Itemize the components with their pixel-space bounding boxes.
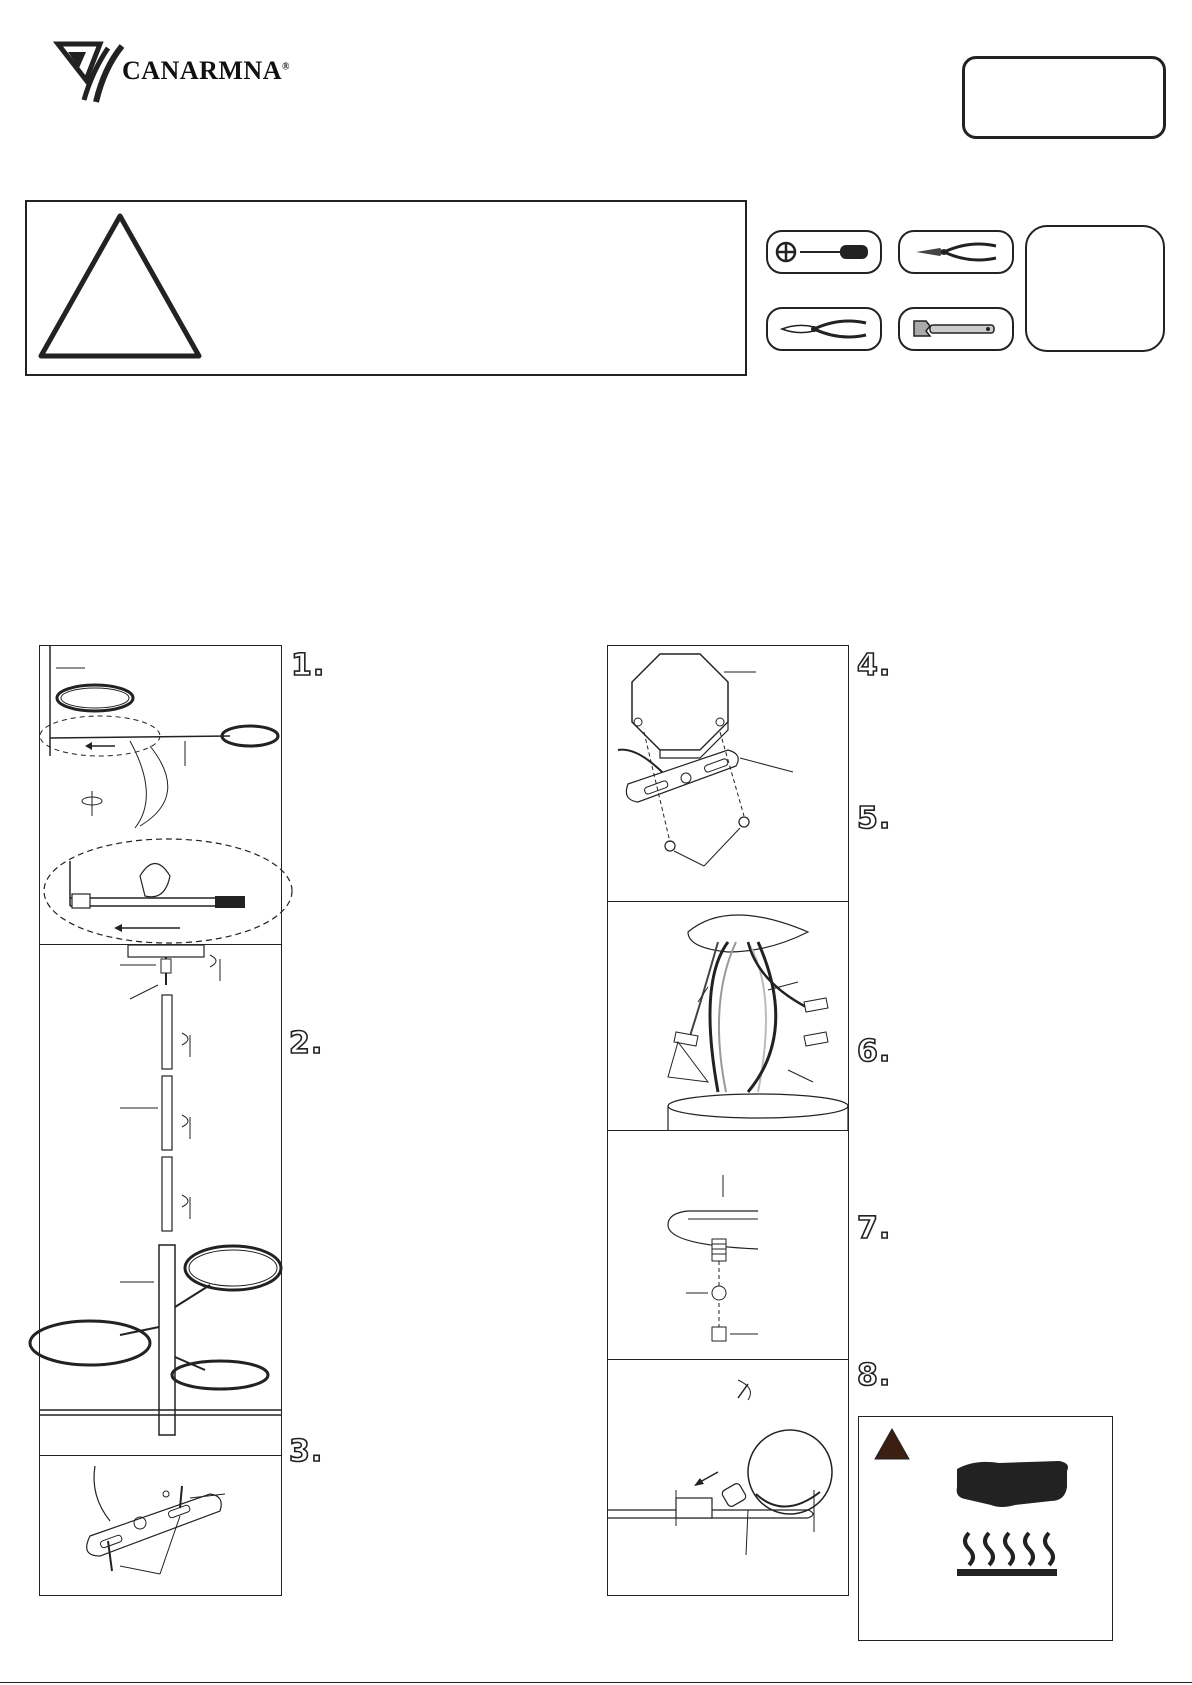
step-7-illustration [608, 1131, 848, 1361]
hot-surface-hand-icon [955, 1457, 1071, 1579]
step-number-3: 3. [289, 1434, 324, 1469]
panel-step-4-5 [607, 645, 849, 904]
hot-surface-warning-box [858, 1416, 1113, 1641]
step-number-7: 7. [857, 1211, 892, 1246]
panel-step-2 [39, 944, 282, 1458]
warning-panel [25, 200, 747, 376]
step-2-illustration [40, 945, 281, 1457]
warning-triangle-icon [35, 210, 205, 362]
brand-name-text: CANARMNA [122, 56, 282, 85]
step-6-illustration [608, 902, 848, 1132]
panel-step-1 [39, 645, 282, 947]
step-number-5: 5. [857, 801, 892, 836]
step-4-5-illustration [608, 646, 848, 903]
model-number-box [962, 56, 1166, 139]
panel-step-3 [39, 1455, 282, 1596]
tool-pliers [766, 307, 882, 351]
screwdriver-icon [768, 232, 880, 272]
tools-note-box [1025, 225, 1165, 352]
wire-cutter-icon [900, 232, 1012, 272]
panel-step-6 [607, 901, 849, 1133]
brand-logo [56, 38, 306, 108]
step-number-6: 6. [857, 1034, 892, 1069]
wrench-icon [900, 309, 1012, 349]
tool-wrench [898, 307, 1014, 351]
pliers-icon [768, 309, 880, 349]
step-number-4: 4. [857, 648, 892, 683]
bottom-rule [0, 1682, 1192, 1683]
step-1-illustration [40, 646, 281, 946]
panel-step-7 [607, 1130, 849, 1362]
step-number-1: 1. [291, 648, 326, 683]
step-number-2: 2. [289, 1026, 324, 1061]
small-warning-triangle-icon [873, 1427, 911, 1461]
panel-step-8 [607, 1359, 849, 1596]
tool-screwdriver [766, 230, 882, 274]
registered-mark: ® [281, 61, 290, 73]
tool-wire-cutter [898, 230, 1014, 274]
brand-name [122, 56, 290, 86]
step-number-8: 8. [857, 1358, 892, 1393]
step-8-illustration [608, 1360, 848, 1595]
step-3-illustration [40, 1456, 281, 1595]
brand-logo-mark-icon [56, 38, 126, 108]
